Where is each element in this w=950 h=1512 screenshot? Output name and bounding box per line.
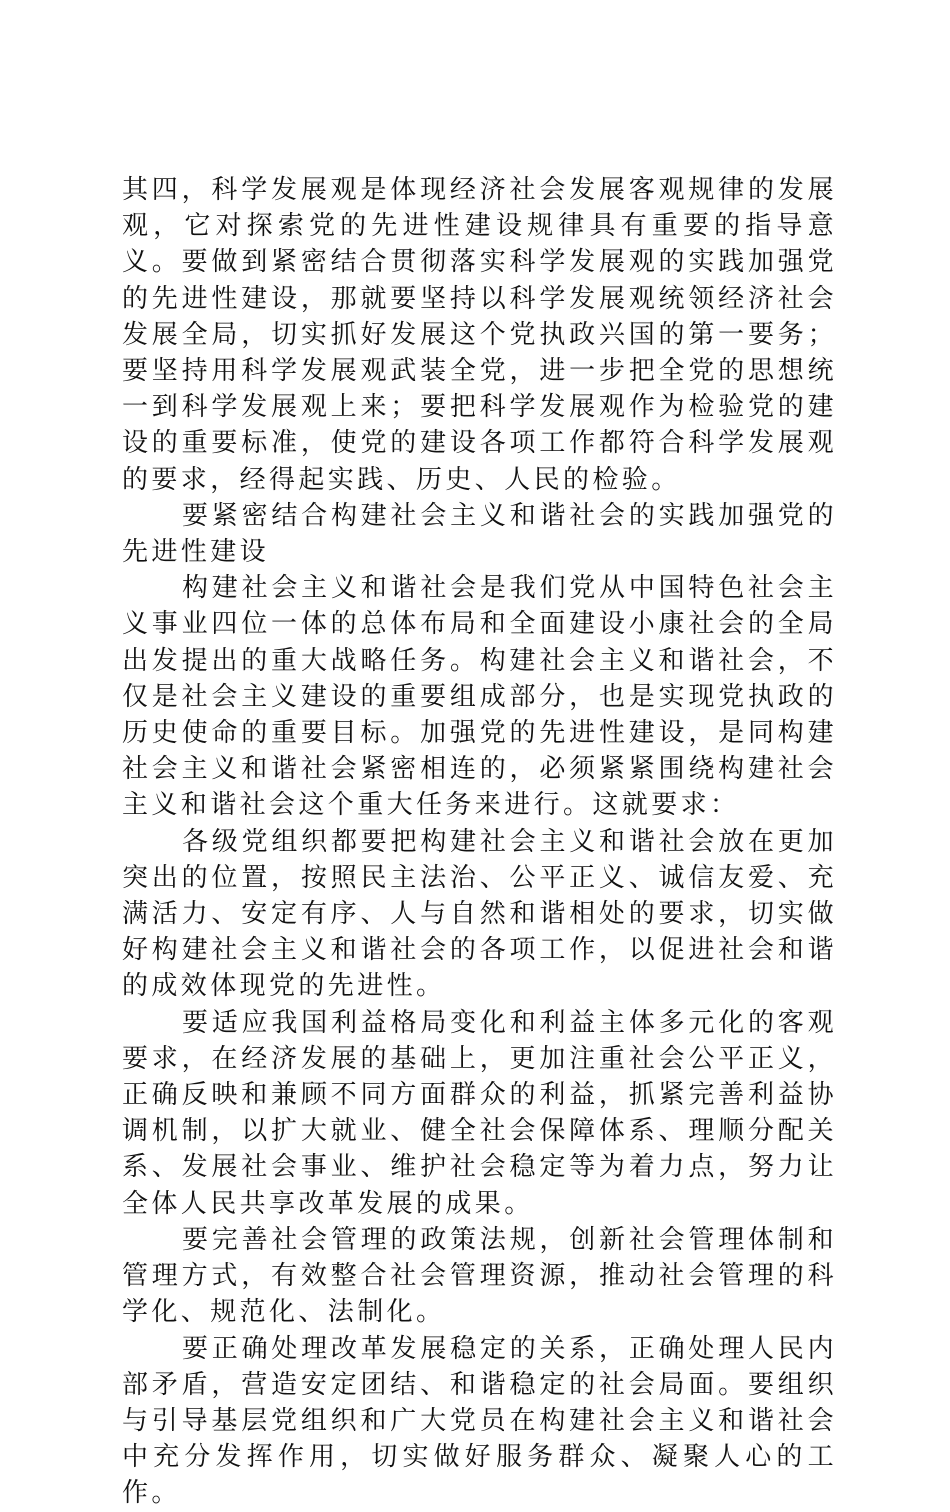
paragraph-social-management: 要完善社会管理的政策法规，创新社会管理体制和管理方式，有效整合社会管理资源，推动社会管理的科学化、规范化、法制化。 (122, 1224, 837, 1328)
paragraph-harmonious-society-intro: 构建社会主义和谐社会是我们党从中国特色社会主义事业四位一体的总体布局和全面建设小康社会的全局出发提出的重大战略任务。构建社会主义和谐社会，不仅是社会主义建设的重要组成部分，也是实现党执政的历史使命的重要目标。加强党的先进性建设，是同构建社会主义和谐社会紧密相连的，必须紧紧围绕构建社会主义和谐社会这个重大任务来进行。这就要求： (122, 573, 837, 821)
paragraph-party-organizations: 各级党组织都要把构建社会主义和谐社会放在更加突出的位置，按照民主法治、公平正义、诚信友爱、充满活力、安定有序、人与自然和谐相处的要求，切实做好构建社会主义和谐社会的各项工作，以促进社会和谐的成效体现党的先进性。 (122, 826, 837, 1002)
document-body (122, 172, 837, 1512)
paragraph-scientific-outlook: 其四，科学发展观是体现经济社会发展客观规律的发展观，它对探索党的先进性建设规律具有重要的指导意义。要做到紧密结合贯彻落实科学发展观的实践加强党的先进性建设，那就要坚持以科学发展观统领经济社会发展全局，切实抓好发展这个党执政兴国的第一要务；要坚持用科学发展观武装全党，进一步把全党的思想统一到科学发展观上来；要把科学发展观作为检验党的建设的重要标准，使党的建设各项工作都符合科学发展观的要求，经得起实践、历史、人民的检验。 (122, 175, 837, 495)
paragraph-reform-stability: 要正确处理改革发展稳定的关系，正确处理人民内部矛盾，营造安定团结、和谐稳定的社会局面。要组织与引导基层党组织和广大党员在构建社会主义和谐社会中充分发挥作用，切实做好服务群众、凝聚人心的工作。 (122, 1333, 837, 1509)
paragraph-interest-structure: 要适应我国利益格局变化和利益主体多元化的客观要求，在经济发展的基础上，更加注重社会公平正义，正确反映和兼顾不同方面群众的利益，抓紧完善利益协调机制，以扩大就业、健全社会保障体系、理顺分配关系、发展社会事业、维护社会稳定等为着力点，努力让全体人民共享改革发展的成果。 (122, 1007, 837, 1219)
section-heading-harmonious-society: 要紧密结合构建社会主义和谐社会的实践加强党的先进性建设 (122, 500, 837, 568)
